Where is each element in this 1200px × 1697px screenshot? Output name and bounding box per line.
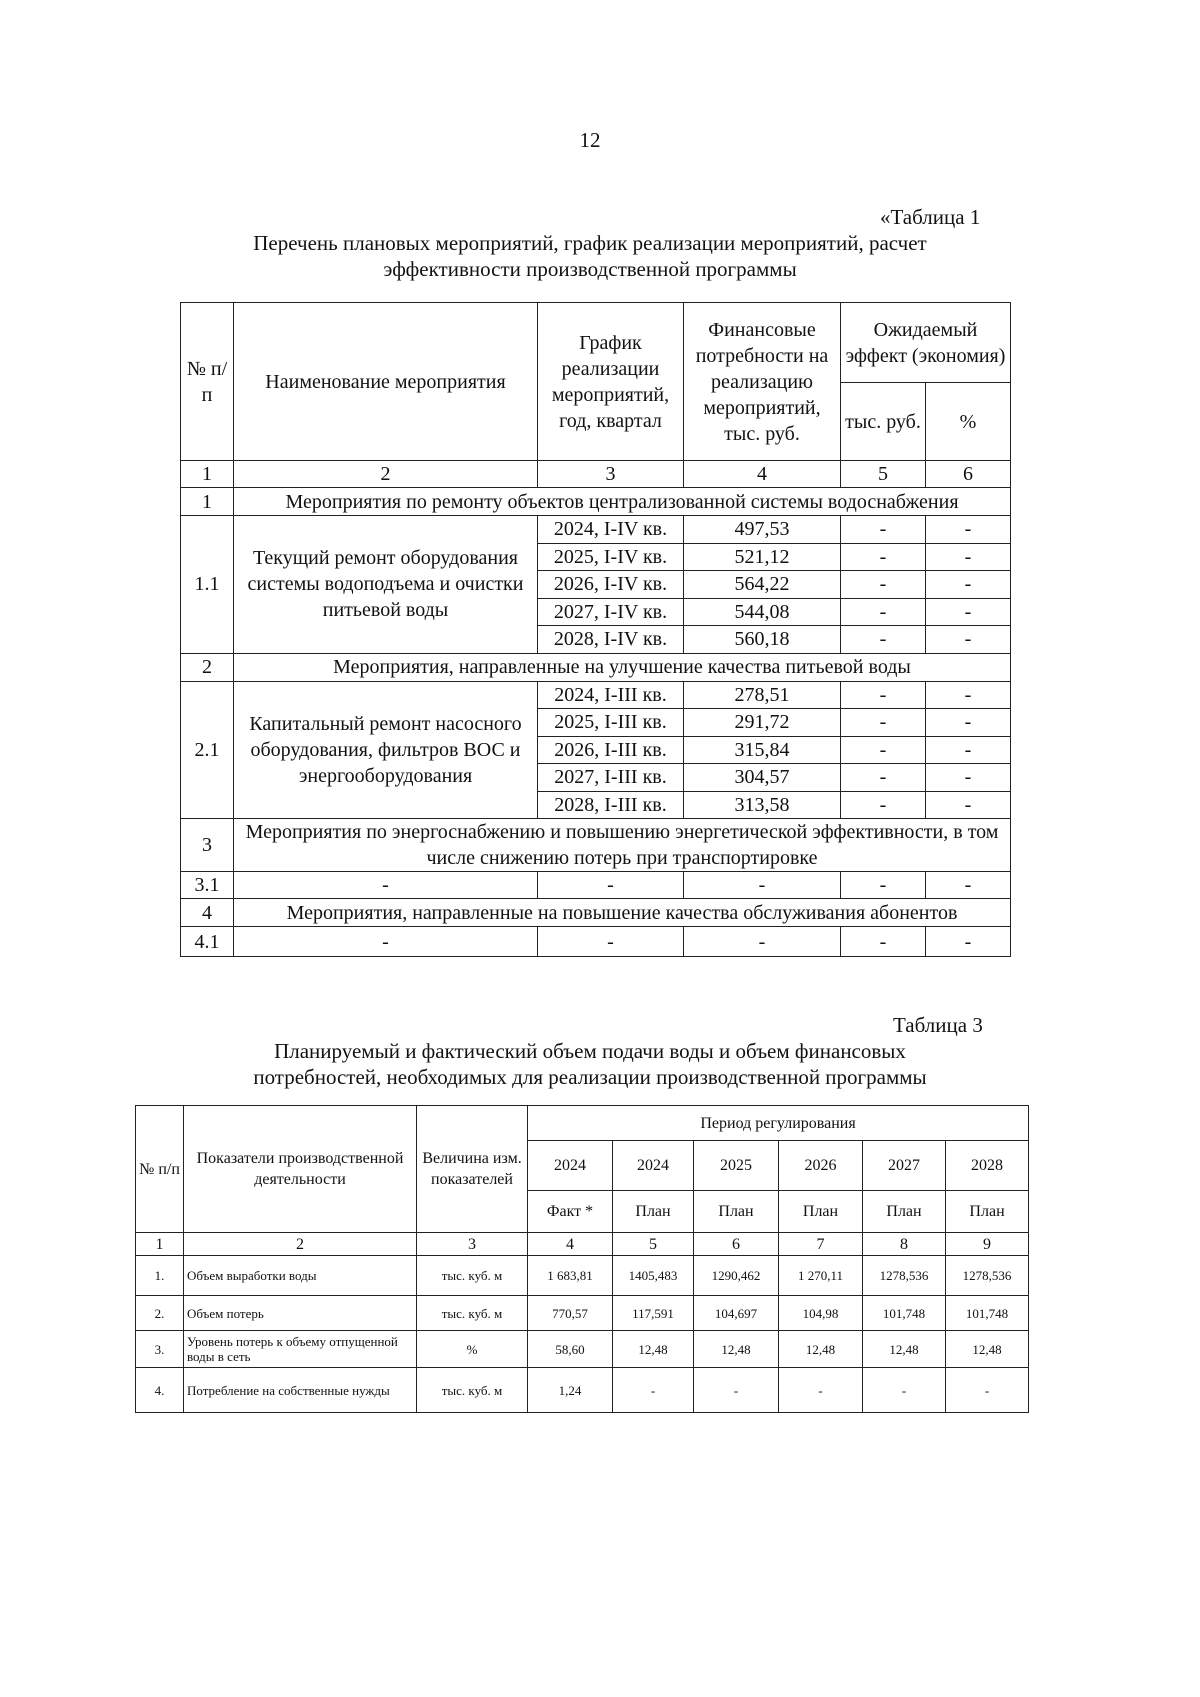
amount: 304,57 (684, 764, 841, 792)
value: - (779, 1368, 863, 1413)
value: 101,748 (863, 1296, 946, 1331)
value: 104,697 (694, 1296, 779, 1331)
item-name: Капитальный ремонт насосного оборудования, фильтров ВОС и энергооборудования (234, 681, 538, 819)
header-effect: Ожидаемый эффект (экономия) (841, 303, 1011, 383)
section-title: Мероприятия, направленные на повышение качества обслуживания абонентов (234, 899, 1011, 927)
effect-pct: - (926, 598, 1011, 626)
item-number: 2.1 (181, 681, 234, 819)
effect-rub: - (841, 598, 926, 626)
type-header: Факт * (528, 1191, 613, 1233)
unit: тыс. куб. м (417, 1368, 528, 1413)
value: 58,60 (528, 1331, 613, 1368)
unit: тыс. куб. м (417, 1256, 528, 1296)
schedule: 2026, I-IV кв. (538, 571, 684, 599)
col-number: 1 (181, 461, 234, 488)
value: 1278,536 (863, 1256, 946, 1296)
type-header: План (779, 1191, 863, 1233)
schedule: 2025, I-III кв. (538, 709, 684, 737)
amount: 564,22 (684, 571, 841, 599)
cell: - (926, 872, 1011, 899)
table-row (181, 927, 1011, 957)
effect-pct: - (926, 571, 1011, 599)
type-header: План (946, 1191, 1029, 1233)
section-title: Мероприятия, направленные на улучшение качества питьевой воды (234, 653, 1011, 681)
amount: 544,08 (684, 598, 841, 626)
effect-rub: - (841, 764, 926, 792)
value: 1290,462 (694, 1256, 779, 1296)
effect-rub: - (841, 571, 926, 599)
effect-pct: - (926, 791, 1011, 819)
value: 1405,483 (613, 1256, 694, 1296)
table-1 (180, 302, 1011, 957)
amount: 315,84 (684, 736, 841, 764)
effect-pct: - (926, 626, 1011, 654)
header-effect-rub: тыс. руб. (841, 383, 926, 461)
row-number: 4. (136, 1368, 184, 1413)
year-header: 2025 (694, 1141, 779, 1191)
effect-pct: - (926, 764, 1011, 792)
cell: - (684, 872, 841, 899)
indicator-name: Объем потерь (184, 1296, 417, 1331)
value: 1278,536 (946, 1256, 1029, 1296)
column-numbers-row (181, 461, 1011, 488)
header-effect-pct: % (926, 383, 1011, 461)
row-number: 2. (136, 1296, 184, 1331)
year-header: 2024 (528, 1141, 613, 1191)
value: 101,748 (946, 1296, 1029, 1331)
title-line: Планируемый и фактический объем подачи воды и объем финансовых (274, 1039, 906, 1063)
value: - (946, 1368, 1029, 1413)
amount: 313,58 (684, 791, 841, 819)
header-num: № п/ п (181, 303, 234, 461)
cell: - (926, 927, 1011, 957)
cell: - (538, 872, 684, 899)
col-number: 8 (863, 1233, 946, 1256)
value: 770,57 (528, 1296, 613, 1331)
value: 1 683,81 (528, 1256, 613, 1296)
title-line: эффективности производственной программы (383, 257, 797, 281)
cell: - (841, 927, 926, 957)
table-row (136, 1331, 1029, 1368)
col-number: 3 (538, 461, 684, 488)
amount: 560,18 (684, 626, 841, 654)
year-header: 2028 (946, 1141, 1029, 1191)
effect-rub: - (841, 626, 926, 654)
row-number: 1. (136, 1256, 184, 1296)
effect-pct: - (926, 736, 1011, 764)
table1-label: «Таблица 1 (880, 205, 981, 229)
unit: % (417, 1331, 528, 1368)
section-row (181, 819, 1011, 872)
amount: 291,72 (684, 709, 841, 737)
type-header: План (694, 1191, 779, 1233)
schedule: 2027, I-III кв. (538, 764, 684, 792)
value: 117,591 (613, 1296, 694, 1331)
indicator-name: Потребление на собственные нужды (184, 1368, 417, 1413)
value: - (694, 1368, 779, 1413)
cell: - (234, 872, 538, 899)
cell: - (684, 927, 841, 957)
indicator-name: Уровень потерь к объему отпущенной воды в сеть (184, 1331, 417, 1368)
row-number: 3. (136, 1331, 184, 1368)
type-header: План (863, 1191, 946, 1233)
col-number: 5 (841, 461, 926, 488)
col-number: 1 (136, 1233, 184, 1256)
item-name: Текущий ремонт оборудования системы водоподъема и очистки питьевой воды (234, 516, 538, 654)
schedule: 2026, I-III кв. (538, 736, 684, 764)
table-row (181, 681, 1011, 709)
section-row (181, 488, 1011, 516)
table-row (181, 872, 1011, 899)
schedule: 2028, I-III кв. (538, 791, 684, 819)
table-row (136, 1368, 1029, 1413)
section-title: Мероприятия по энергоснабжению и повышению энергетической эффективности, в том числе снижению потерь при транспортировке (234, 819, 1011, 872)
table-row (136, 1256, 1029, 1296)
effect-pct: - (926, 543, 1011, 571)
year-header: 2027 (863, 1141, 946, 1191)
schedule: 2028, I-IV кв. (538, 626, 684, 654)
value: 12,48 (613, 1331, 694, 1368)
indicator-name: Объем выработки воды (184, 1256, 417, 1296)
item-number: 4.1 (181, 927, 234, 957)
amount: 521,12 (684, 543, 841, 571)
section-number: 1 (181, 488, 234, 516)
table3-title (150, 1038, 1030, 1090)
table-row (181, 516, 1011, 544)
item-number: 3.1 (181, 872, 234, 899)
effect-rub: - (841, 791, 926, 819)
section-number: 2 (181, 653, 234, 681)
value: 1,24 (528, 1368, 613, 1413)
header-unit: Величина изм. показателей (417, 1106, 528, 1233)
header-finance: Финансовые потребности на реализацию мероприятий, тыс. руб. (684, 303, 841, 461)
effect-rub: - (841, 709, 926, 737)
year-header: 2024 (613, 1141, 694, 1191)
section-row (181, 899, 1011, 927)
cell: - (538, 927, 684, 957)
schedule: 2024, I-IV кв. (538, 516, 684, 544)
title-line: потребностей, необходимых для реализации производственной программы (253, 1065, 927, 1089)
col-number: 9 (946, 1233, 1029, 1256)
amount: 497,53 (684, 516, 841, 544)
col-number: 2 (234, 461, 538, 488)
value: 12,48 (863, 1331, 946, 1368)
col-number: 5 (613, 1233, 694, 1256)
title-line: Перечень плановых мероприятий, график реализации мероприятий, расчет (253, 231, 927, 255)
cell: - (841, 872, 926, 899)
header-period: Период регулирования (528, 1106, 1029, 1141)
value: 1 270,11 (779, 1256, 863, 1296)
table-3 (135, 1105, 1029, 1413)
header-num: № п/п (136, 1106, 184, 1233)
value: 12,48 (946, 1331, 1029, 1368)
col-number: 3 (417, 1233, 528, 1256)
value: 104,98 (779, 1296, 863, 1331)
section-row (181, 653, 1011, 681)
schedule: 2027, I-IV кв. (538, 598, 684, 626)
item-number: 1.1 (181, 516, 234, 654)
col-number: 6 (694, 1233, 779, 1256)
effect-pct: - (926, 709, 1011, 737)
year-header: 2026 (779, 1141, 863, 1191)
value: - (863, 1368, 946, 1413)
cell: - (234, 927, 538, 957)
header-name: Наименование мероприятия (234, 303, 538, 461)
value: - (613, 1368, 694, 1413)
page-number: 12 (579, 128, 601, 152)
effect-rub: - (841, 736, 926, 764)
value: 12,48 (779, 1331, 863, 1368)
table3-label: Таблица 3 (893, 1013, 983, 1037)
section-number: 3 (181, 819, 234, 872)
effect-rub: - (841, 543, 926, 571)
effect-rub: - (841, 516, 926, 544)
section-title: Мероприятия по ремонту объектов централизованной системы водоснабжения (234, 488, 1011, 516)
effect-pct: - (926, 681, 1011, 709)
unit: тыс. куб. м (417, 1296, 528, 1331)
col-number: 2 (184, 1233, 417, 1256)
value: 12,48 (694, 1331, 779, 1368)
schedule: 2025, I-IV кв. (538, 543, 684, 571)
amount: 278,51 (684, 681, 841, 709)
col-number: 7 (779, 1233, 863, 1256)
header-schedule: График реализации мероприятий, год, квартал (538, 303, 684, 461)
effect-pct: - (926, 516, 1011, 544)
schedule: 2024, I-III кв. (538, 681, 684, 709)
col-number: 6 (926, 461, 1011, 488)
table1-title (150, 230, 1030, 282)
section-number: 4 (181, 899, 234, 927)
type-header: План (613, 1191, 694, 1233)
col-number: 4 (528, 1233, 613, 1256)
table-row (136, 1296, 1029, 1331)
header-indicator: Показатели производственной деятельности (184, 1106, 417, 1233)
col-number: 4 (684, 461, 841, 488)
effect-rub: - (841, 681, 926, 709)
